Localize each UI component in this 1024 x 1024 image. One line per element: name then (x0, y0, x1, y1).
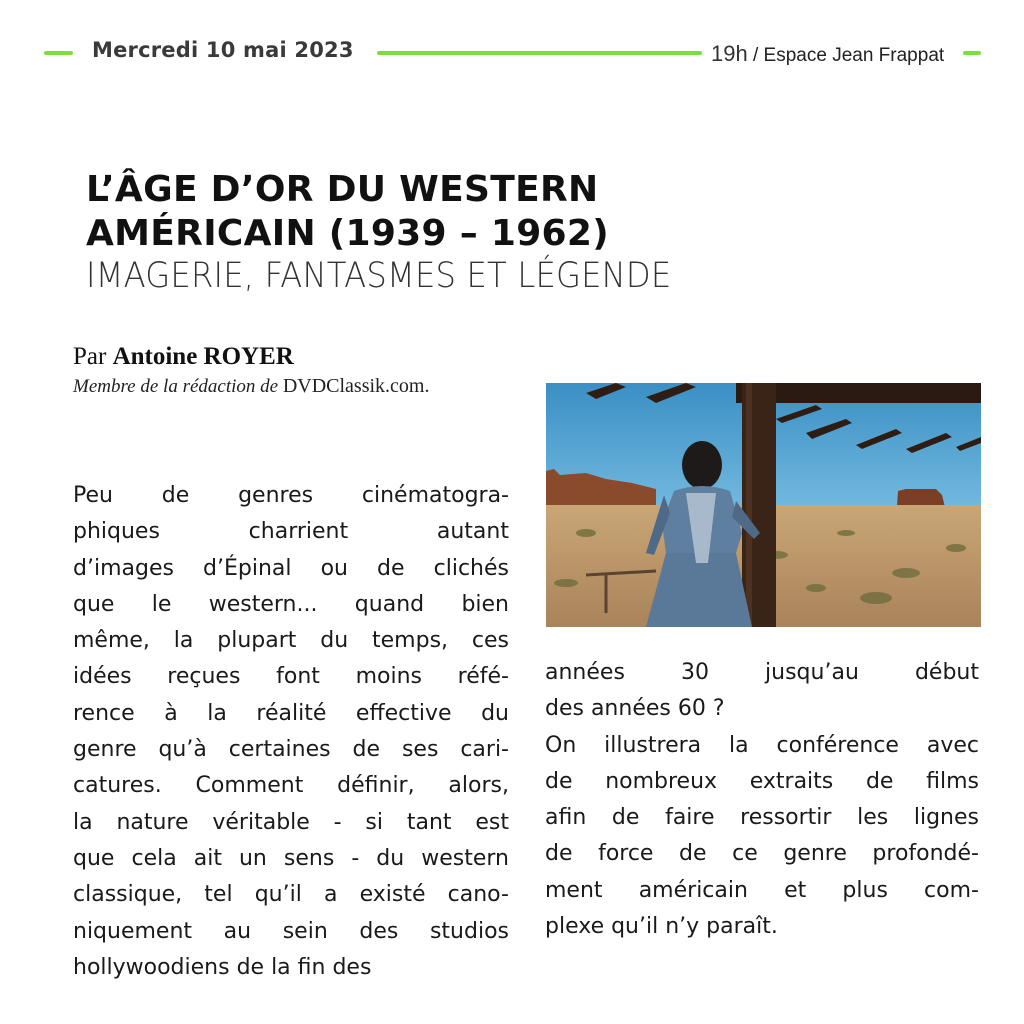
author-prefix: Par (73, 343, 113, 370)
text-line: classique, tel qu’il a existé cano- (73, 882, 509, 908)
header-rule-right (963, 51, 981, 55)
event-time: 19h (711, 41, 748, 66)
text-line: de force de ce genre profondé- (545, 841, 979, 867)
text-line: afin de faire ressortir les lignes (545, 805, 979, 831)
text-line: catures. Comment définir, alors, (73, 773, 509, 799)
text-line: genre qu’à certaines de ses cari- (73, 737, 509, 763)
text-line: que cela ait un sens - du western (73, 845, 509, 871)
text-line: de nombreux extraits de films (545, 768, 979, 794)
title-line-1: L’ÂGE D’OR DU WESTERN (86, 169, 599, 210)
text-line: même, la plupart du temps, ces (73, 628, 509, 654)
text-line: phiques charrient autant (73, 519, 509, 545)
body-text-left-column (73, 478, 509, 986)
author-site: DVDClassik.com. (282, 375, 430, 397)
text-line: des années 60 ? (545, 696, 725, 722)
text-line: la nature véritable - si tant est (73, 809, 509, 835)
header-rule-left (44, 51, 73, 55)
author-role (73, 375, 430, 398)
text-line: hollywoodiens de la fin des (73, 954, 372, 980)
text-line: niquement au sein des studios (73, 918, 509, 944)
event-time-place (711, 41, 944, 67)
right-paragraph-2 (545, 728, 979, 946)
page-subtitle: IMAGERIE, FANTASMES ET LÉGENDE (86, 256, 672, 296)
event-date: Mercredi 10 mai 2023 (92, 38, 354, 62)
title-line-2: AMÉRICAIN (1939 – 1962) (86, 213, 609, 254)
text-line: ment américain et plus com- (545, 877, 979, 903)
text-line: rence à la réalité effective du (73, 700, 509, 726)
text-line: On illustrera la conférence avec (545, 732, 979, 758)
text-line: Peu de genres cinématogra- (73, 483, 509, 508)
author-line (73, 343, 294, 371)
text-line: d’images d’Épinal ou de clichés (73, 555, 509, 581)
text-line: années 30 jusqu’au début (545, 660, 979, 685)
event-place: / Espace Jean Frappat (747, 45, 945, 66)
text-line: que le western... quand bien (73, 591, 509, 617)
right-paragraph-1 (545, 655, 979, 728)
page-title (86, 168, 609, 256)
header-rule-middle (377, 51, 702, 55)
author-name: Antoine ROYER (112, 343, 294, 370)
author-role-text: Membre de la rédaction de (73, 376, 283, 397)
text-line: idées reçues font moins réfé- (73, 664, 509, 690)
western-film-still-image (546, 383, 981, 627)
body-text-right-column (545, 655, 979, 945)
text-line: plexe qu’il n’y paraît. (545, 914, 778, 940)
